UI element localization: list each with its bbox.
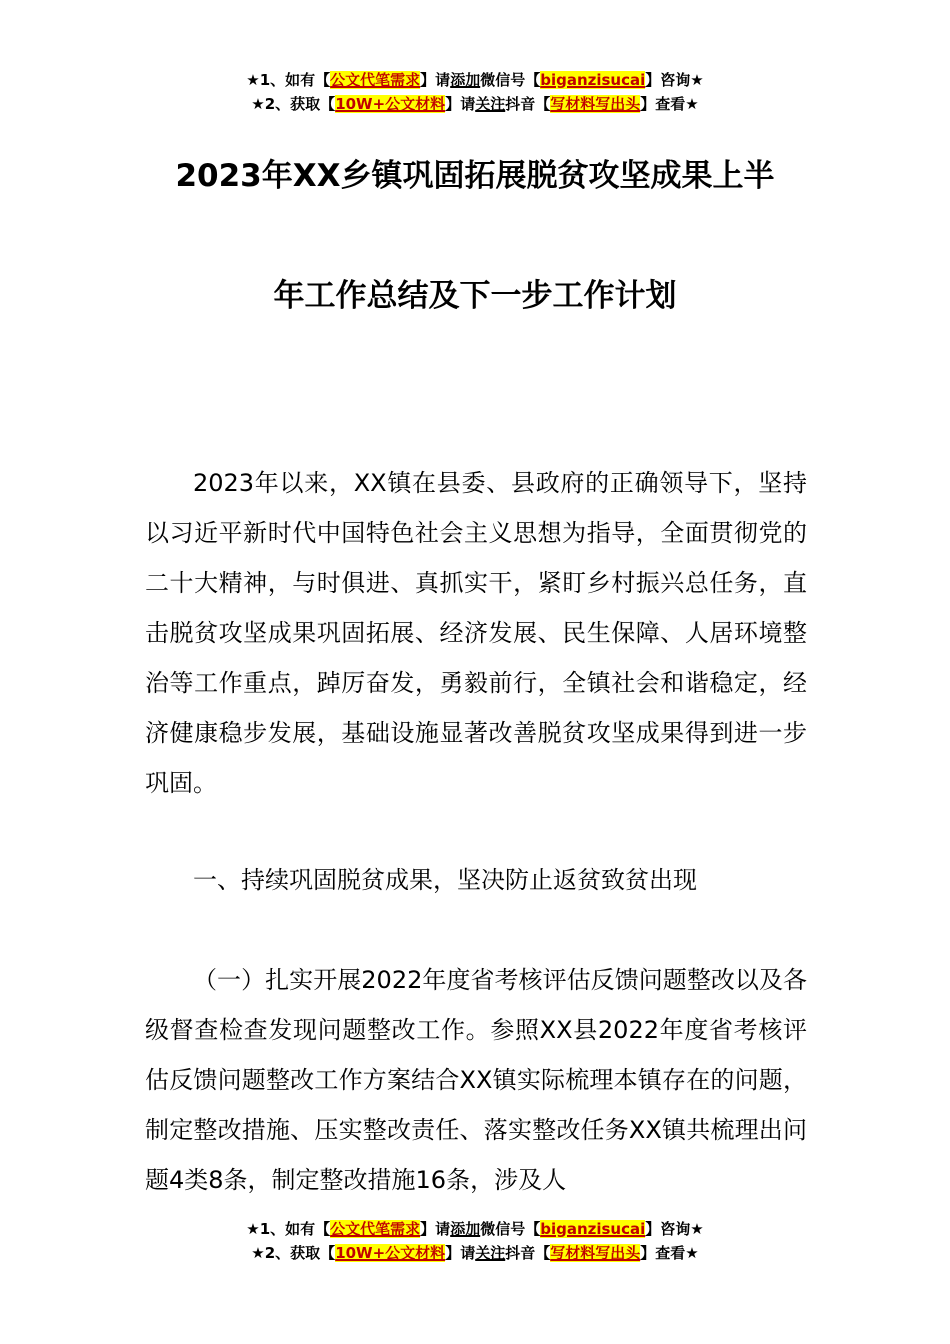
banner-text: 】请 (420, 1220, 451, 1238)
subsection-paragraph: （一）扎实开展2022年度省考核评估反馈问题整改以及各级督查检查发现问题整改工作。参照XX县2022年度省考核评估反馈问题整改工作方案结合XX镇实际梳理本镇存在的问题，制定整改措施、压实整改责任、落实整改任务XX镇共梳理出问题4类8条，制定整改措施16条，涉及人 (145, 966, 807, 1194)
banner-text: 】查看★ (640, 1244, 699, 1262)
banner-text: ★1、如有【 (246, 71, 331, 89)
banner-underline: 关注 (475, 1244, 506, 1262)
subsection-paragraph-block (145, 955, 807, 1200)
banner-highlight: 10W+公文材料 (335, 95, 446, 113)
banner-underline: 添加 (450, 1220, 481, 1238)
banner-text: 微信号【 (480, 1220, 541, 1238)
banner-text: 】查看★ (640, 95, 699, 113)
document-title-line-1: 2023年XX乡镇巩固拓展脱贫攻坚成果上半 (175, 158, 775, 194)
intro-paragraph: 2023年以来，XX镇在县委、县政府的正确领导下，坚持以习近平新时代中国特色社会主义思想为指导，全面贯彻党的二十大精神，与时俱进、真抓实干，紧盯乡村振兴总任务，直击脱贫攻坚成果巩固拓展、经济发展、民生保障、人居环境整治等工作重点，踔厉奋发，勇毅前行，全镇社会和谐稳定，经济健康稳步发展，基础设施显著改善脱贫攻坚成果得到进一步巩固。 (145, 469, 807, 797)
banner-text: 抖音【 (505, 95, 551, 113)
banner-text: ★2、获取【 (251, 95, 336, 113)
header-banner (0, 68, 950, 116)
banner-text: 抖音【 (505, 1244, 551, 1262)
section-heading-block (145, 855, 807, 905)
banner-text: 】咨询★ (645, 1220, 704, 1238)
banner-text: 】请 (420, 71, 451, 89)
banner-text: ★1、如有【 (246, 1220, 331, 1238)
banner-text: 微信号【 (480, 71, 541, 89)
banner-highlight: 公文代笔需求 (330, 1220, 421, 1238)
document-title-line-2: 年工作总结及下一步工作计划 (273, 278, 677, 314)
banner-text: 】咨询★ (645, 71, 704, 89)
banner-line-2 (0, 1241, 950, 1265)
intro-paragraph-block (145, 458, 807, 808)
banner-underline: 添加 (450, 71, 481, 89)
banner-highlight: biganzisucai (540, 1220, 646, 1238)
banner-highlight: 10W+公文材料 (335, 1244, 446, 1262)
banner-highlight: biganzisucai (540, 71, 646, 89)
banner-highlight: 写材料写出头 (550, 95, 641, 113)
banner-text: ★2、获取【 (251, 1244, 336, 1262)
banner-underline: 关注 (475, 95, 506, 113)
banner-highlight: 公文代笔需求 (330, 71, 421, 89)
banner-line-2 (0, 92, 950, 116)
banner-line-1 (0, 1217, 950, 1241)
section-heading: 一、持续巩固脱贫成果，坚决防止返贫致贫出现 (193, 866, 697, 894)
banner-highlight: 写材料写出头 (550, 1244, 641, 1262)
banner-text: 】请 (445, 1244, 476, 1262)
banner-text: 】请 (445, 95, 476, 113)
footer-banner (0, 1217, 950, 1265)
banner-line-1 (0, 68, 950, 92)
